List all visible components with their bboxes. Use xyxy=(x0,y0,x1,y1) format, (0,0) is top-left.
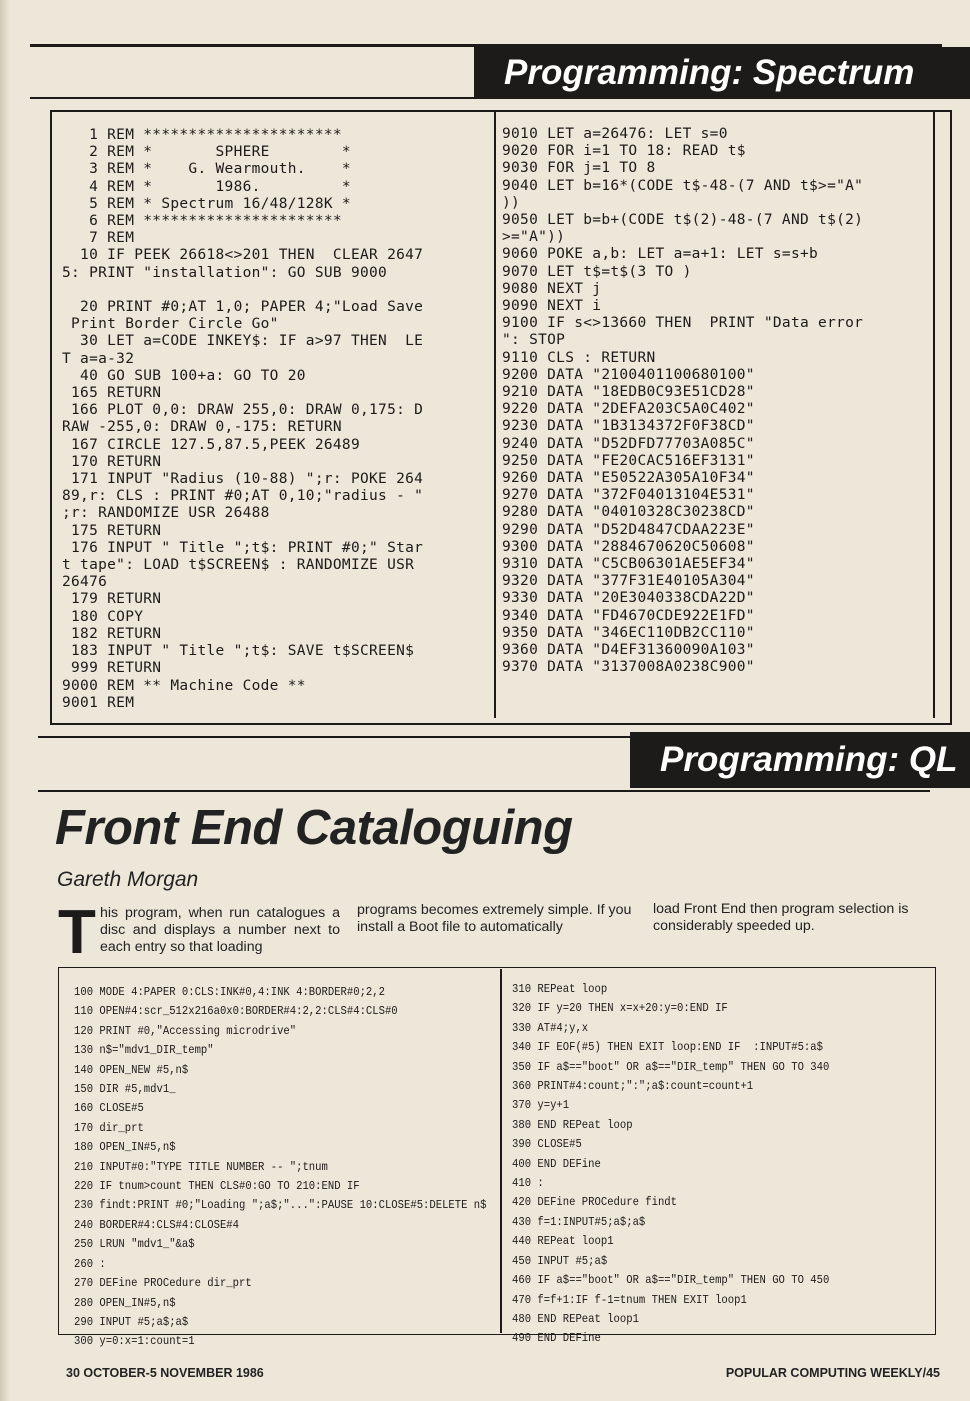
code-line: ;r: RANDOMIZE USR 26488 xyxy=(62,505,270,522)
code-line: 310 REPeat loop xyxy=(512,982,608,996)
code-line: 410 : xyxy=(512,1176,544,1191)
code-line: 4 REM * 1986. * xyxy=(62,178,351,195)
code-line: 170 dir_prt xyxy=(74,1120,144,1135)
code-line: 9080 NEXT j xyxy=(502,280,602,297)
code-line: RAW -255,0: DRAW 0,-175: RETURN xyxy=(62,419,342,436)
code-line: 9000 REM ** Machine Code ** xyxy=(62,677,306,694)
code-line: 170 RETURN xyxy=(62,453,162,470)
code-line: 300 y=0:x=1:count=1 xyxy=(74,1334,195,1349)
code-line: 9360 DATA "D4EF31360090A103" xyxy=(502,642,755,659)
code-line: 220 IF tnum>count THEN CLS#0:GO TO 210:END IF xyxy=(74,1179,360,1194)
ql-column-divider xyxy=(500,969,502,1333)
code-line: 183 INPUT " Title ";t$: SAVE t$SCREEN$ xyxy=(62,643,415,660)
code-line: 240 BORDER#4:CLS#4:CLOSE#4 xyxy=(74,1217,240,1232)
code-line: 9300 DATA "2884670620C50608" xyxy=(502,538,755,555)
code-line: 179 RETURN xyxy=(62,591,162,608)
code-line: 9090 NEXT i xyxy=(502,298,602,315)
code-line: ": STOP xyxy=(502,332,566,349)
code-line: 9040 LET b=16*(CODE t$-48-(7 AND t$>="A" xyxy=(502,177,864,194)
code-line: 5 REM * Spectrum 16/48/128K * xyxy=(62,195,351,212)
code-line: 166 PLOT 0,0: DRAW 255,0: DRAW 0,175: D xyxy=(62,402,424,419)
code-line: 30 LET a=CODE INKEY$: IF a>97 THEN LE xyxy=(62,333,424,350)
ql-banner: Programming: QL xyxy=(630,732,970,788)
code-line: 120 PRINT #0,"Accessing microdrive" xyxy=(74,1023,297,1038)
article-title: Front End Cataloguing xyxy=(55,801,573,855)
code-line: Print Border Circle Go" xyxy=(62,316,279,333)
article-author: Gareth Morgan xyxy=(57,868,199,891)
code-listing xyxy=(512,980,873,1349)
code-line: 9270 DATA "372F04013104E531" xyxy=(502,487,755,504)
code-line: 280 OPEN_IN#5,n$ xyxy=(74,1295,176,1310)
code-line: 9070 LET t$=t$(3 TO ) xyxy=(502,263,692,280)
code-line: 9370 DATA "3137008A0238C900" xyxy=(502,659,755,676)
code-line: 230 findt:PRINT #0;"Loading ";a$;"...":PAUSE 10:CLOSE#5:DELETE n$ xyxy=(74,1198,487,1213)
code-line: 10 IF PEEK 26618<>201 THEN CLEAR 2647 xyxy=(62,247,424,264)
code-line: 150 DIR #5,mdv1_ xyxy=(74,1082,176,1097)
spectrum-banner: Programming: Spectrum xyxy=(474,47,970,99)
code-line: 89,r: CLS : PRINT #0;AT 0,10;"radius - " xyxy=(62,488,424,505)
ql-listing-right xyxy=(512,980,932,1346)
code-line: 490 END DEFine xyxy=(512,1331,601,1346)
code-line: 6 REM ********************** xyxy=(62,213,342,230)
footer-page-number: POPULAR COMPUTING WEEKLY/45 xyxy=(725,1366,940,1380)
code-line: 460 IF a$=="boot" OR a$=="DIR_temp" THEN GO TO 450 xyxy=(512,1273,830,1288)
page-binding-shadow xyxy=(0,0,10,1401)
code-line: 470 f=f+1:IF f-1=tnum THEN EXIT loop1 xyxy=(512,1292,747,1307)
drop-cap: T xyxy=(58,898,96,967)
code-line: 9240 DATA "D52DFD77703A085C" xyxy=(502,435,755,452)
code-listing xyxy=(62,127,492,712)
code-line: 999 RETURN xyxy=(62,660,162,677)
code-line: 130 n$="mdv1_DIR_temp" xyxy=(74,1043,214,1058)
footer-date: 30 OCTOBER-5 NOVEMBER 1986 xyxy=(66,1366,264,1380)
code-line: 140 OPEN_NEW #5,n$ xyxy=(74,1062,189,1077)
banner-rule xyxy=(30,97,476,99)
code-line: 9100 IF s<>13660 THEN PRINT "Data error xyxy=(502,315,864,332)
code-line: t tape": LOAD t$SCREEN$ : RANDOMIZE USR xyxy=(62,557,415,574)
code-line: 9290 DATA "D52D4847CDAA223E" xyxy=(502,521,755,538)
code-line: 260 : xyxy=(74,1256,106,1271)
code-line: )) xyxy=(502,194,521,211)
code-line: 9001 REM xyxy=(62,694,135,711)
code-line: 7 REM xyxy=(62,230,135,247)
intro-column-3: load Front End then program selection is considerably speeded up. xyxy=(653,901,909,934)
code-line: 9330 DATA "20E3040338CDA22D" xyxy=(502,590,755,607)
code-line: 9010 LET a=26476: LET s=0 xyxy=(502,126,728,142)
code-line: 9340 DATA "FD4670CDE922E1FD" xyxy=(502,607,755,624)
code-line: 420 DEFine PROCedure findt xyxy=(512,1195,678,1210)
code-line: 9030 FOR j=1 TO 8 xyxy=(502,160,656,177)
code-line: 450 INPUT #5;a$ xyxy=(512,1253,608,1268)
code-line: 175 RETURN xyxy=(62,522,162,539)
code-line: 380 END REPeat loop xyxy=(512,1117,633,1132)
code-line: 390 CLOSE#5 xyxy=(512,1137,582,1152)
code-line: 110 OPEN#4:scr_512x216a0x0:BORDER#4:2,2:CLS#4:CLS#0 xyxy=(74,1004,398,1019)
spectrum-right-border xyxy=(933,112,935,718)
code-line: 9200 DATA "2100401100680100" xyxy=(502,366,755,383)
code-line: 9260 DATA "E50522A305A10F34" xyxy=(502,470,755,487)
code-line: 9020 FOR i=1 TO 18: READ t$ xyxy=(502,143,746,160)
intro-column-2: programs becomes extremely simple. If you install a Boot file to automatically xyxy=(357,902,632,935)
code-line: 9060 POKE a,b: LET a=a+1: LET s=s+b xyxy=(502,246,819,263)
code-line xyxy=(62,282,492,299)
code-line: 340 IF EOF(#5) THEN EXIT loop:END IF :INPUT#5:a$ xyxy=(512,1040,823,1055)
code-line: 26476 xyxy=(62,574,108,591)
code-line: 210 INPUT#0:"TYPE TITLE NUMBER -- ";tnum xyxy=(74,1159,328,1174)
code-listing xyxy=(74,983,487,1352)
code-line: 480 END REPeat loop1 xyxy=(512,1311,639,1326)
code-line: 5: PRINT "installation": GO SUB 9000 xyxy=(62,264,388,281)
code-line: 9230 DATA "1B3134372F0F38CD" xyxy=(502,418,755,435)
code-line: 360 PRINT#4:count;":";a$:count=count+1 xyxy=(512,1079,754,1094)
code-line: 165 RETURN xyxy=(62,385,162,402)
code-line: 9320 DATA "377F31E40105A304" xyxy=(502,573,755,590)
code-line: 9220 DATA "2DEFA203C5A0C402" xyxy=(502,401,755,418)
code-line: 20 PRINT #0;AT 1,0; PAPER 4;"Load Save xyxy=(62,299,424,316)
code-line: 1 REM ********************** xyxy=(62,127,342,143)
code-line: 9280 DATA "04010328C30238CD" xyxy=(502,504,755,521)
code-line: 270 DEFine PROCedure dir_prt xyxy=(74,1276,252,1291)
code-line: 160 CLOSE#5 xyxy=(74,1101,144,1116)
code-line: 430 f=1:INPUT#5;a$;a$ xyxy=(512,1214,646,1229)
code-line: 176 INPUT " Title ";t$: PRINT #0;" Star xyxy=(62,539,424,556)
code-line: 9350 DATA "346EC110DB2CC110" xyxy=(502,624,755,641)
code-line: 440 REPeat loop1 xyxy=(512,1234,614,1249)
code-line: 40 GO SUB 100+a: GO TO 20 xyxy=(62,367,306,384)
code-line: T a=a-32 xyxy=(62,350,135,367)
code-line: 180 COPY xyxy=(62,608,144,625)
spectrum-column-divider xyxy=(494,112,496,718)
code-line: >="A")) xyxy=(502,229,566,246)
banner-underline xyxy=(38,790,930,792)
code-line: 9110 CLS : RETURN xyxy=(502,349,656,366)
code-line: 100 MODE 4:PAPER 0:CLS:INK#0,4:INK 4:BORDER#0;2,2 xyxy=(74,985,385,999)
ql-listing-left xyxy=(74,983,498,1349)
code-line: 370 y=y+1 xyxy=(512,1098,570,1113)
code-line: 167 CIRCLE 127.5,87.5,PEEK 26489 xyxy=(62,436,360,453)
code-line: 2 REM * SPHERE * xyxy=(62,144,351,161)
code-line: 9250 DATA "FE20CAC516EF3131" xyxy=(502,452,755,469)
code-line: 290 INPUT #5;a$;a$ xyxy=(74,1314,189,1329)
code-line: 250 LRUN "mdv1_"&a$ xyxy=(74,1237,195,1252)
code-line: 350 IF a$=="boot" OR a$=="DIR_temp" THEN GO TO 340 xyxy=(512,1059,830,1074)
code-line: 3 REM * G. Wearmouth. * xyxy=(62,161,351,178)
code-line: 320 IF y=20 THEN x=x+20:y=0:END IF xyxy=(512,1001,728,1016)
spectrum-listing-left xyxy=(62,127,492,719)
code-line: 9050 LET b=b+(CODE t$(2)-48-(7 AND t$(2) xyxy=(502,212,864,229)
code-line: 330 AT#4;y,x xyxy=(512,1020,589,1035)
code-line: 180 OPEN_IN#5,n$ xyxy=(74,1140,176,1155)
intro-column-1: his program, when run catalogues a disc and displays a number next to each entry so that loading xyxy=(100,905,340,955)
code-line: 400 END DEFine xyxy=(512,1156,601,1171)
spectrum-listing-right xyxy=(502,126,932,718)
code-line: 9310 DATA "C5CB06301AE5EF34" xyxy=(502,556,755,573)
code-line: 9210 DATA "18EDB0C93E51CD28" xyxy=(502,384,755,401)
code-line: 171 INPUT "Radius (10-88) ";r: POKE 264 xyxy=(62,471,424,488)
code-listing xyxy=(502,126,932,677)
code-line: 182 RETURN xyxy=(62,625,162,642)
